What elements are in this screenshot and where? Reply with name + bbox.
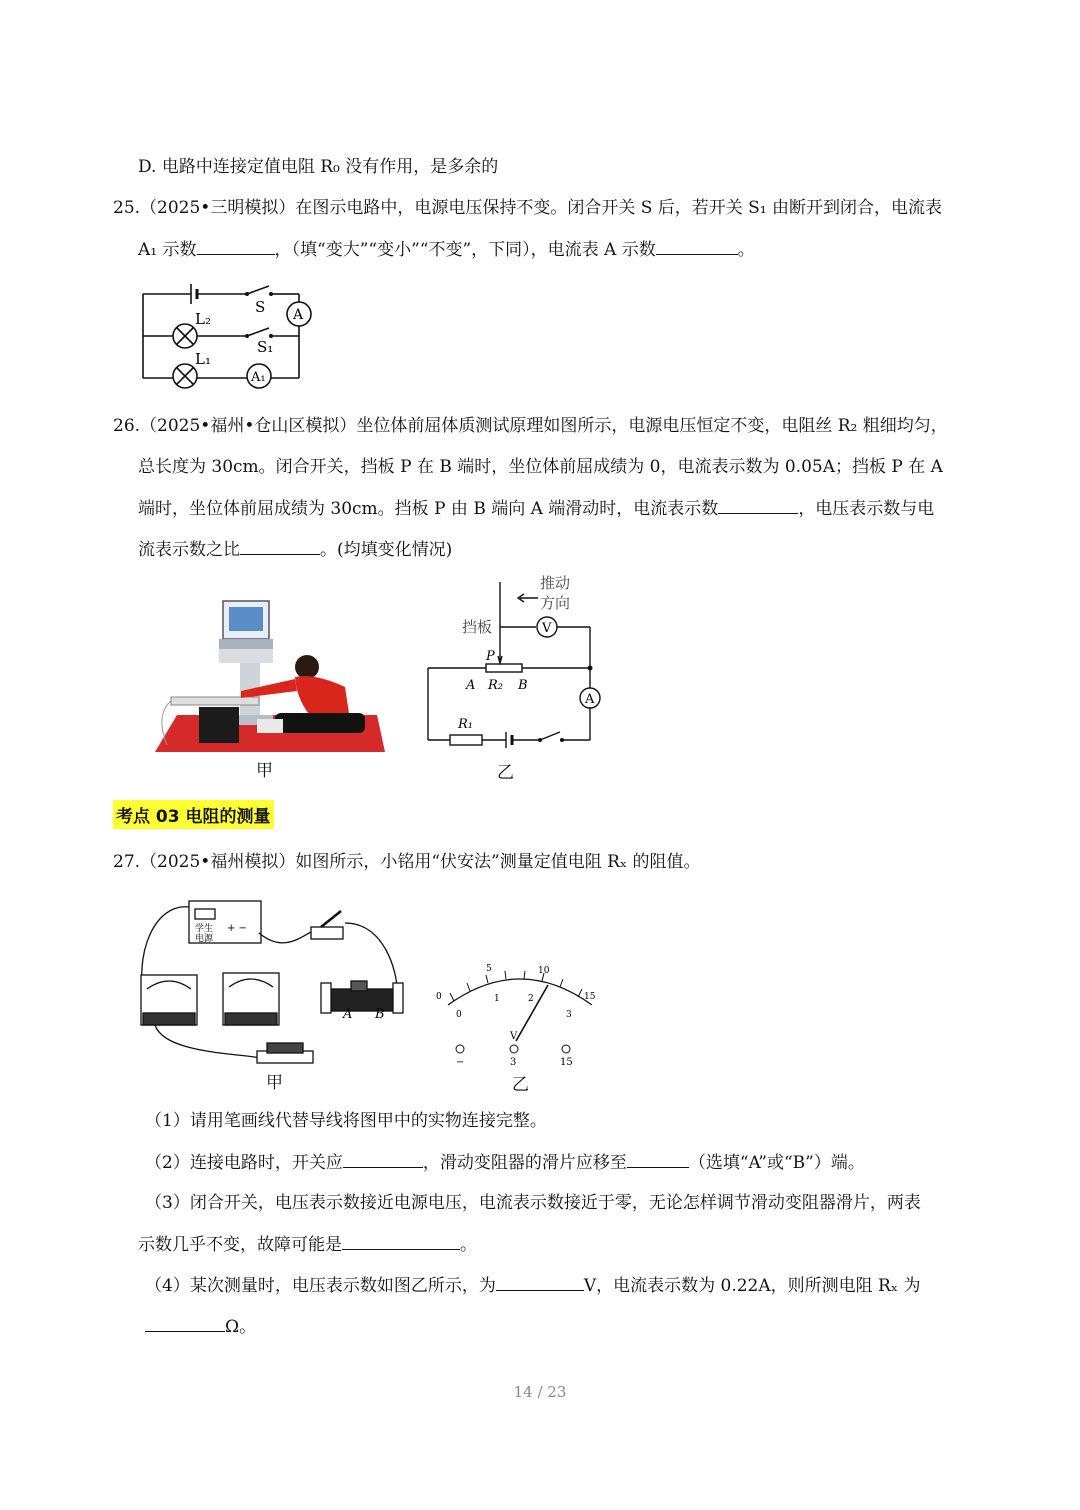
q26-line4 xyxy=(138,538,452,561)
q26-photo-figure xyxy=(145,595,395,785)
q27-blank-1[interactable] xyxy=(343,1151,423,1168)
q27-supply-2: 电源 xyxy=(195,934,214,944)
q27-blank-4[interactable] xyxy=(496,1274,584,1291)
q27-sub2-a: （2）连接电路时，开关应 xyxy=(145,1153,343,1173)
dial-top-0: 0 xyxy=(436,992,442,1002)
q25-blank-1[interactable] xyxy=(197,238,275,255)
dial-bottom-3: 3 xyxy=(566,1010,572,1020)
dial-bottom-2: 2 xyxy=(528,994,534,1004)
q25-ammeter-a1: A₁ xyxy=(251,370,266,385)
section-heading: 考点 03 电阻的测量 xyxy=(113,800,274,829)
q27-sub4-b: V，电流表示数为 0.22A，则所测电阻 Rₓ 为 xyxy=(583,1276,921,1296)
q25-label-l2: L₂ xyxy=(195,310,211,328)
q25-text-b: ，（填“变大”“变小”“不变”，下同），电流表 A 示数 xyxy=(274,240,656,260)
q26-label-a: A xyxy=(466,678,476,693)
q26-text-4b: 。(均填变化情况) xyxy=(320,540,453,560)
q27-sub3-line1: （3）闭合开关，电压表示数接近电源电压，电流表示数接近于零，无论怎样调节滑动变阻器滑片，两表 xyxy=(145,1193,921,1213)
q26-text-3a: 端时，坐位体前屈成绩为 30cm。挡板 P 由 B 端向 A 端滑动时，电流表示数 xyxy=(138,499,719,519)
q27-blank-3[interactable] xyxy=(342,1233,460,1250)
dial-bottom-0: 0 xyxy=(456,1010,462,1020)
q25-line1: 25.（2025•三明模拟）在图示电路中，电源电压保持不变。闭合开关 S 后，若开关 S₁ 由断开到闭合，电流表 xyxy=(113,198,943,218)
dial-top-5: 5 xyxy=(486,964,492,974)
q26-label-r2: R₂ xyxy=(488,678,503,693)
q27-rheo-a: A xyxy=(343,1007,353,1022)
dial-term-3: 3 xyxy=(510,1057,517,1068)
q26-push-2: 方向 xyxy=(540,594,571,612)
q26-text-3b: ，电压表示数与电 xyxy=(798,499,935,519)
q27-sub4-a: （4）某次测量时，电压表示数如图乙所示，为 xyxy=(145,1276,496,1296)
q27-sub4 xyxy=(145,1274,920,1297)
q27-rheo-b: B xyxy=(375,1007,385,1022)
q27-sub1: （1）请用笔画线代替导线将图甲中的实物连接完整。 xyxy=(145,1111,547,1131)
q26-line1: 26.（2025•福州•仓山区模拟）坐位体前屈体质测试原理如图所示，电源电压恒定不变，电阻丝 R₂ 粗细均匀， xyxy=(113,416,948,436)
q27-line1: 27.（2025•福州模拟）如图所示，小铭用“伏安法”测量定值电阻 Rₓ 的阻值。 xyxy=(113,852,701,872)
q26-blank-2[interactable] xyxy=(240,538,320,555)
q27-supply-1: 学生 xyxy=(195,924,214,934)
q25-ammeter-a: A xyxy=(293,307,304,323)
q27-sub2-c: （选填“A”或“B”）端。 xyxy=(688,1153,865,1173)
q27-sub4-line2 xyxy=(145,1315,256,1338)
q26-label-v: V xyxy=(542,621,552,636)
q26-label-am: A xyxy=(585,692,595,707)
q26-label-r1: R₁ xyxy=(458,717,473,732)
q27-sub3-b: 。 xyxy=(460,1235,477,1255)
q26-label-yi: 乙 xyxy=(497,763,514,783)
q27-apparatus-figure xyxy=(135,893,410,1068)
q26-baffle: 挡板 xyxy=(462,618,493,636)
dial-top-15: 15 xyxy=(584,992,596,1002)
q26-line2: 总长度为 30cm。闭合开关，挡板 P 在 B 端时，坐位体前屈成绩为 0，电流表示数为 0.05A；挡板 P 在 A xyxy=(138,457,943,477)
q27-blank-5[interactable] xyxy=(145,1315,225,1332)
dial-unit-v: V xyxy=(510,1031,518,1042)
q27-sub3-a: 示数几乎不变，故障可能是 xyxy=(138,1235,342,1255)
q27-sub2 xyxy=(145,1151,865,1174)
q26-push-1: 推动 xyxy=(540,574,571,592)
q27-supply-pm: + − xyxy=(227,923,247,934)
q27-label-yi: 乙 xyxy=(512,1075,529,1095)
q25-blank-2[interactable] xyxy=(656,238,738,255)
q27-sub4-c: Ω。 xyxy=(225,1317,257,1337)
q26-line3 xyxy=(138,497,934,520)
q26-circuit-figure xyxy=(420,570,610,755)
q25-circuit-figure xyxy=(135,280,335,390)
q26-label-jia: 甲 xyxy=(256,761,273,781)
dial-bottom-1: 1 xyxy=(494,994,500,1004)
q25-label-l1: L₁ xyxy=(195,350,211,368)
dial-top-10: 10 xyxy=(538,966,550,976)
q26-blank-1[interactable] xyxy=(718,497,798,514)
q26-text-4a: 流表示数之比 xyxy=(138,540,240,560)
q26-label-p: P xyxy=(486,649,495,664)
q25-text-a: A₁ 示数 xyxy=(138,240,197,260)
option-d: D. 电路中连接定值电阻 R₀ 没有作用，是多余的 xyxy=(138,157,499,177)
q25-text-c: 。 xyxy=(737,240,755,260)
q27-sub3-line2 xyxy=(138,1233,477,1256)
dial-term-minus: − xyxy=(456,1057,465,1068)
q25-line2 xyxy=(138,238,755,261)
q25-label-s1: S₁ xyxy=(257,338,274,356)
q27-label-jia: 甲 xyxy=(266,1073,283,1093)
dial-term-15: 15 xyxy=(560,1057,573,1068)
q27-blank-2[interactable] xyxy=(627,1151,689,1168)
q27-dial-figure xyxy=(430,955,610,1075)
page-number: 14 / 23 xyxy=(513,1383,567,1401)
q25-label-s: S xyxy=(255,298,266,316)
q27-sub2-b: ，滑动变阻器的滑片应移至 xyxy=(422,1153,627,1173)
q26-label-b: B xyxy=(518,678,528,693)
